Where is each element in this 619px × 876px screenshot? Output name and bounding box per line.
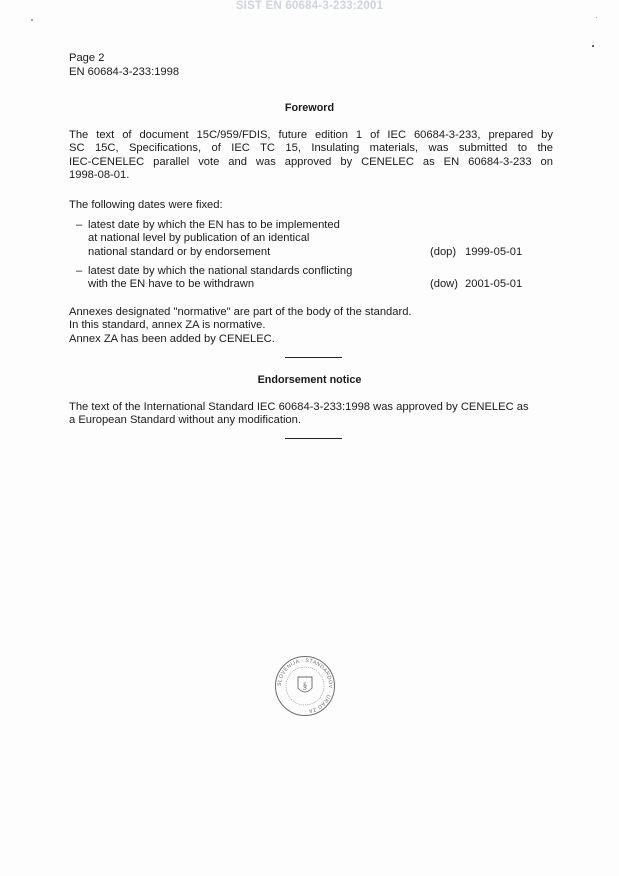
- foreword-line: SC 15C, Specifications, of IEC TC 15, Insulating materials, was submitted to the: [69, 142, 553, 155]
- date-value: 2001-05-01: [465, 278, 523, 291]
- annex-line: In this standard, annex ZA is normative.: [69, 319, 266, 332]
- scan-speck: [592, 45, 594, 47]
- scan-speck: [596, 17, 597, 18]
- date-item-dop: [76, 219, 536, 263]
- annex-paragraph: [69, 306, 553, 346]
- date-item-line: national standard or by endorsement: [88, 245, 271, 258]
- foreword-paragraph: [69, 129, 553, 183]
- foreword-line: 1998-08-01.: [69, 169, 130, 182]
- section-divider: [285, 438, 342, 439]
- page-header: [69, 51, 179, 79]
- endorsement-heading: Endorsement notice: [257, 374, 362, 386]
- date-item-line: latest date by which the EN has to be implemented: [88, 219, 340, 231]
- scan-speck: [31, 19, 33, 21]
- foreword-heading: Foreword: [284, 102, 335, 114]
- date-item-line: latest date by which the national standards conflicting: [88, 265, 353, 277]
- annex-line: Annexes designated "normative" are part of the body of the standard.: [69, 306, 412, 318]
- endorsement-line: The text of the International Standard IEC 60684-3-233:1998 was approved by CENELEC as: [69, 401, 529, 413]
- list-dash: –: [76, 219, 83, 231]
- watermark: SIST EN 60684-3-233:2001: [235, 0, 384, 12]
- dates-intro: The following dates were fixed:: [69, 199, 223, 211]
- date-item-line: at national level by publication of an identical: [88, 232, 310, 245]
- endorsement-line: a European Standard without any modification.: [69, 414, 301, 427]
- endorsement-paragraph: [69, 401, 559, 428]
- page-number: Page 2: [69, 52, 105, 64]
- date-item-line: with the EN have to be withdrawn: [88, 278, 255, 291]
- date-value: 1999-05-01: [465, 245, 523, 258]
- official-seal-stamp: [274, 655, 336, 717]
- standard-id: EN 60684-3-233:1998: [69, 66, 180, 78]
- date-item-dow: [76, 265, 536, 295]
- foreword-line: The text of document 15C/959/FDIS, future edition 1 of IEC 60684-3-233, prepared by: [69, 129, 553, 141]
- date-code: (dop): [430, 245, 457, 258]
- date-code: (dow): [430, 278, 458, 291]
- seal-ring-text: SLOVENIJA · STANDARDOV · URAD ZA ·: [276, 657, 334, 715]
- list-dash: –: [76, 265, 83, 277]
- date-item-text: [88, 219, 408, 259]
- foreword-line: IEC-CENELEC parallel vote and was approved by CENELEC as EN 60684-3-233 on: [69, 155, 553, 168]
- date-item-text: [88, 265, 408, 292]
- annex-line: Annex ZA has been added by CENELEC.: [69, 332, 275, 345]
- section-divider: [285, 357, 342, 358]
- seal-center-mark: §: [302, 681, 308, 691]
